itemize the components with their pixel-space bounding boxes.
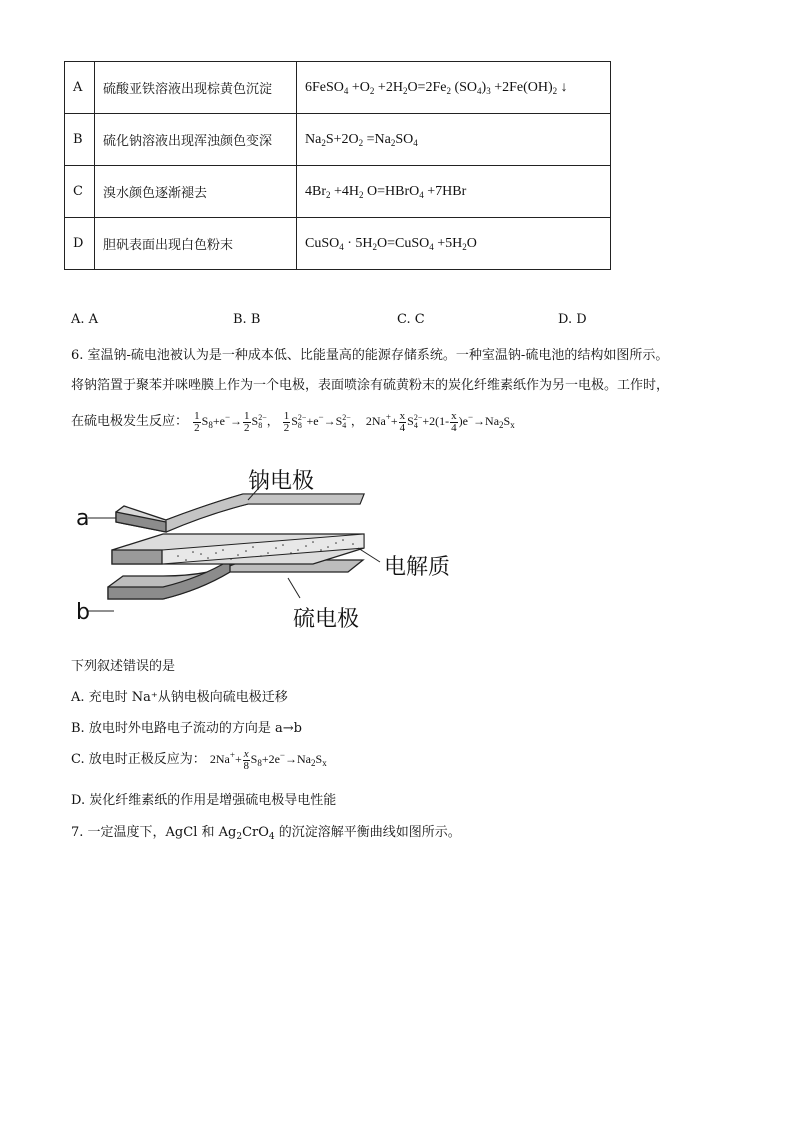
row-key: C [65, 166, 95, 218]
sulfur-reactions: $\frac{1}{2}$ $S_8+e^-\to$ $\frac{1}{2}$ S 2− 8 ， $\frac{1}{2}$ S 2− 8 +e−→S 2− 4 ， 2Na++ $\frac{x}{4}$ S 2− 4 +2(1- $\frac{x}{4}$ )$e^-\to Na_2S_x$ [194, 409, 515, 434]
q6-option-c [71, 748, 327, 772]
q6-option-b: B. 放电时外电路电子流动的方向是 a→b [71, 721, 302, 736]
q7-text: 7. 一定温度下，AgCl 和 $Ag_2CrO_4$ 的沉淀溶解平衡曲线如图所示。 [71, 825, 461, 842]
row-key: D [65, 218, 95, 270]
q7-text-prefix: 7. 一定温度下，AgCl 和 Ag [71, 825, 237, 840]
table-row [65, 218, 611, 270]
q6-line-3-prefix: 在硫电极发生反应： [71, 414, 189, 429]
table-row [65, 166, 611, 218]
row-equation: $Na_2S+2O_2 =Na_2SO_4$ [297, 114, 611, 166]
electrolyte-label: 电解质 [384, 555, 451, 580]
row-equation: 6FeSO$_4$ $+O_2 +2H_2O=2Fe_2$ $(SO_4)_3 +2Fe(OH)_2$ ↓ [297, 62, 611, 114]
row-description: 硫化钠溶液出现浑浊颜色变深 [95, 114, 297, 166]
q6-option-d: D. 炭化纤维素纸的作用是增强硫电极导电性能 [71, 793, 337, 808]
q7-text-suffix: 的沉淀溶解平衡曲线如图所示。 [278, 825, 461, 840]
cathode-reaction: 2Na++ $\frac{x}{8}$ $S_8+2e^-\to Na_2S_x$ [209, 747, 327, 772]
sulfur-electrode-label: 硫电极 [293, 607, 360, 632]
option-c: C. C [397, 312, 425, 327]
table-row [65, 114, 611, 166]
table-row [65, 62, 611, 114]
row-description: 溴水颜色逐渐褪去 [95, 166, 297, 218]
battery-figure [68, 460, 468, 639]
terminal-a-label: a [76, 506, 90, 531]
option-b: B. B [233, 312, 261, 327]
row-description: 硫酸亚铁溶液出现棕黄色沉淀 [95, 62, 297, 114]
option-a: A. A [71, 312, 99, 327]
q6-option-a: A. 充电时 Na⁺从钠电极向硫电极迁移 [71, 690, 288, 705]
option-d: D. D [558, 312, 587, 327]
q6-reaction-line [71, 410, 515, 434]
row-description: 胆矾表面出现白色粉末 [95, 218, 297, 270]
row-equation: CuSO$_4$ · $5H_2O=CuSO_4 +5H_2O$ [297, 218, 611, 270]
row-key: A [65, 62, 95, 114]
row-key: B [65, 114, 95, 166]
sodium-electrode-label: 钠电极 [248, 469, 315, 494]
q6-line-2: 将钠箔置于聚苯并咪唑膜上作为一个电极，表面喷涂有硫黄粉末的炭化纤维素纸作为另一电极。工作时， [71, 378, 670, 393]
q6-option-c-prefix: C. 放电时正极反应为： [71, 752, 206, 767]
terminal-b-label: b [76, 600, 90, 625]
q6-line-1: 6. 室温钠-硫电池被认为是一种成本低、比能量高的能源存储系统。一种室温钠-硫电池的结构如图所示。 [71, 348, 669, 363]
q6-question: 下列叙述错误的是 [71, 659, 176, 674]
reaction-table [64, 61, 611, 270]
row-equation: $4Br_2 +4H_2$ O=HBrO$_4$ +7HBr [297, 166, 611, 218]
